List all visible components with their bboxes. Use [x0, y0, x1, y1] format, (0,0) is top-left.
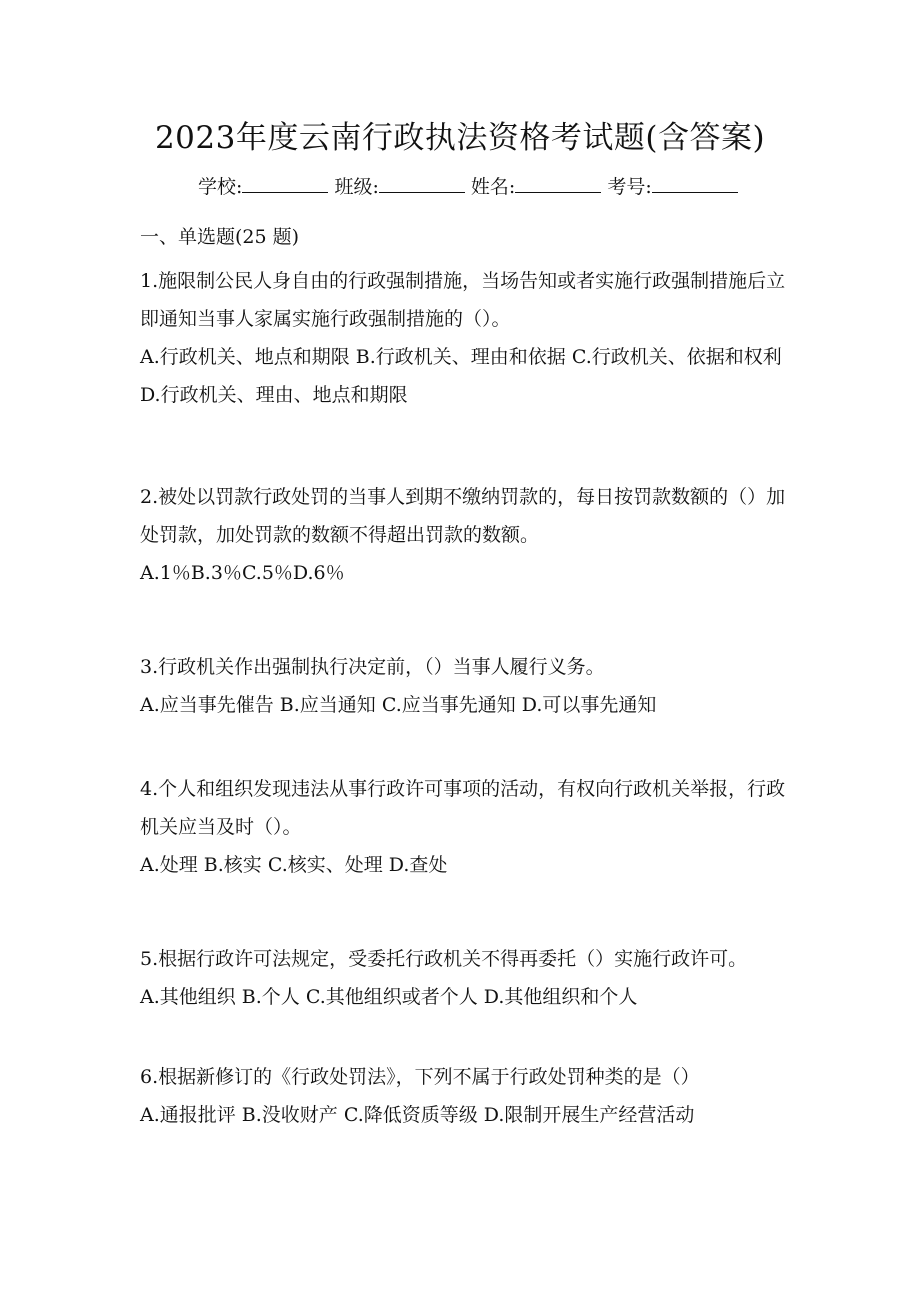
question-3: [140, 648, 790, 724]
question-options: A.1％B.3％C.5％D.6％: [140, 562, 345, 584]
number-label: 考号:: [607, 176, 652, 198]
number-blank: [652, 174, 738, 193]
name-blank: [515, 174, 601, 193]
class-blank: [379, 174, 465, 193]
question-stem: 5.根据行政许可法规定，受委托行政机关不得再委托（）实施行政许可。: [140, 948, 748, 970]
question-6: [140, 1058, 790, 1134]
question-options: A.其他组织 B.个人 C.其他组织或者个人 D.其他组织和个人: [140, 986, 638, 1008]
question-5: [140, 940, 790, 1016]
question-options: A.处理 B.核实 C.核实、处理 D.查处: [140, 854, 448, 876]
question-stem: 1.施限制公民人身自由的行政强制措施，当场告知或者实施行政强制措施后立即通知当事人家属实施行政强制措施的（）。: [140, 270, 786, 330]
question-options: A.行政机关、地点和期限 B.行政机关、理由和依据 C.行政机关、依据和权利 D.行政机关、理由、地点和期限: [140, 346, 782, 406]
student-info-line: [198, 172, 738, 199]
document-title: 2023年度云南行政执法资格考试题(含答案): [154, 120, 766, 156]
school-label: 学校:: [198, 176, 243, 198]
question-1: [140, 262, 790, 414]
question-options: A.通报批评 B.没收财产 C.降低资质等级 D.限制开展生产经营活动: [140, 1104, 695, 1126]
question-4: [140, 770, 790, 884]
question-stem: 4.个人和组织发现违法从事行政许可事项的活动，有权向行政机关举报，行政机关应当及时（）。: [140, 778, 786, 838]
name-label: 姓名:: [470, 176, 516, 198]
question-options: A.应当事先催告 B.应当通知 C.应当事先通知 D.可以事先通知: [140, 694, 657, 716]
school-blank: [242, 174, 328, 193]
question-2: [140, 478, 790, 592]
question-stem: 6.根据新修订的《行政处罚法》，下列不属于行政处罚种类的是（）: [140, 1066, 700, 1088]
question-stem: 3.行政机关作出强制执行决定前，（）当事人履行义务。: [140, 656, 605, 678]
question-stem: 2.被处以罚款行政处罚的当事人到期不缴纳罚款的，每日按罚款数额的（）加处罚款，加处罚款的数额不得超出罚款的数额。: [140, 486, 786, 546]
class-label: 班级:: [334, 176, 379, 198]
section-heading: 一、单选题(25 题): [140, 226, 300, 248]
